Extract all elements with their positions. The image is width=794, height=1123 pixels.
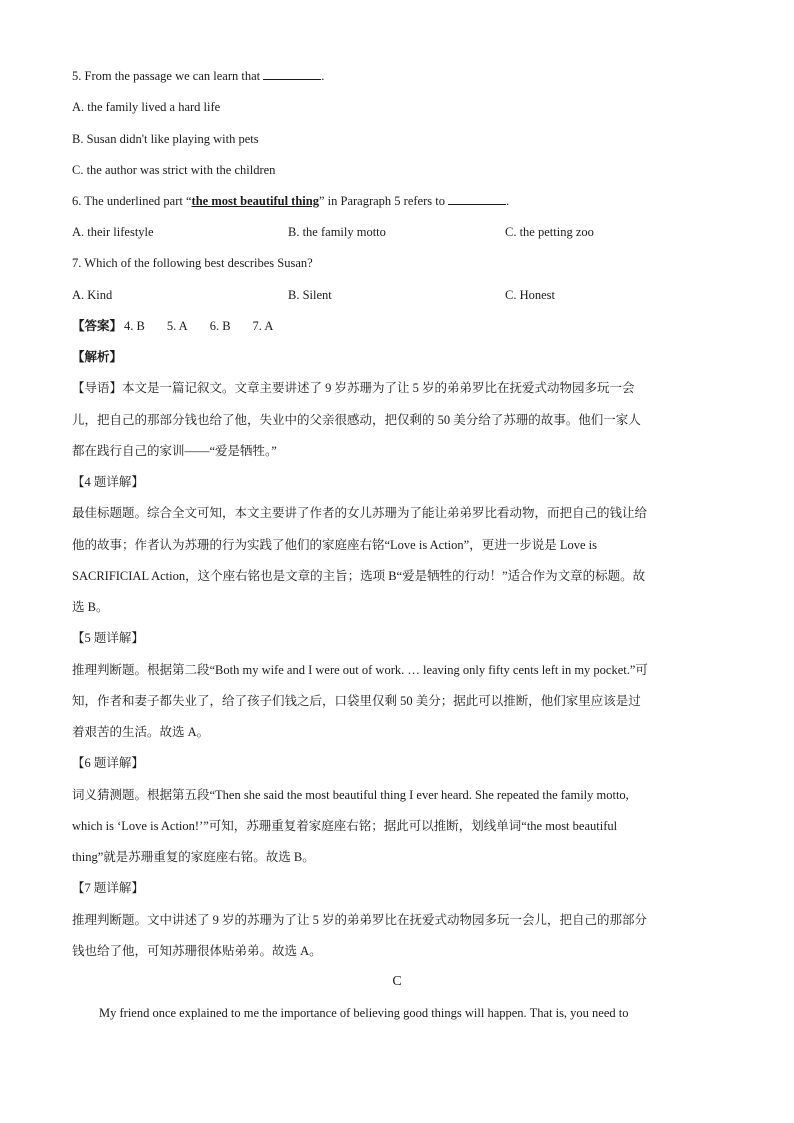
detail-6-line: thing”就是苏珊重复的家庭座右铭。故选 B。: [72, 850, 315, 864]
answer-item: 7. A: [252, 319, 274, 333]
q6-option-a: A. their lifestyle: [72, 225, 154, 239]
answer-blank: [448, 193, 506, 205]
answer-item: 4. B: [124, 319, 145, 333]
detail-7-line: 推理判断题。文中讲述了 9 岁的苏珊为了让 5 岁的弟弟罗比在抚爱式动物园多玩一会儿，把自己的那部分: [72, 913, 648, 927]
guide-line: 都在践行自己的家训——“爱是牺牲。”: [72, 444, 277, 458]
detail-4-line: 最佳标题题。综合全文可知，本文主要讲了作者的女儿苏珊为了能让弟弟罗比看动物，而把自己的钱让给: [72, 506, 648, 520]
detail-5-line: 推理判断题。根据第二段“Both my wife and I were out of work. … leaving only fifty cents left in my pocket.”可: [72, 663, 648, 677]
q5-option-c: C. the author was strict with the children: [72, 163, 276, 177]
underlined-phrase: the most beautiful thing: [191, 194, 319, 208]
q6-option-c: C. the petting zoo: [505, 225, 594, 239]
passage-first-line: My friend once explained to me the importance of believing good things will happen. That is, you need to: [99, 1006, 629, 1020]
answer-line: [72, 317, 722, 335]
detail-5-title: 【5 题详解】: [72, 631, 144, 645]
q7-option-c: C. Honest: [505, 288, 555, 302]
detail-5-line: 知，作者和妻子都失业了，给了孩子们钱之后，口袋里仅剩 50 美分；据此可以推断，他们家里应该是过: [72, 694, 641, 708]
q7-option-a: A. Kind: [72, 288, 113, 302]
q5-option-a: A. the family lived a hard life: [72, 100, 221, 114]
answer-item: 6. B: [209, 319, 231, 333]
detail-6-title: 【6 题详解】: [72, 756, 144, 770]
detail-6-line: 词义猜测题。根据第五段“Then she said the most beautiful thing I ever heard. She repeated the family motto,: [72, 788, 629, 802]
detail-4-line: 他的故事；作者认为苏珊的行为实践了他们的家庭座右铭“Love is Action”，更进一步说是 Love is: [72, 538, 597, 552]
analysis-label: 【解析】: [72, 350, 123, 364]
q6-option-b: B. the family motto: [288, 225, 386, 239]
question-7-stem: 7. Which of the following best describes Susan?: [72, 256, 313, 270]
detail-7-title: 【7 题详解】: [72, 881, 144, 895]
question-5-stem: 5. From the passage we can learn that .: [72, 69, 325, 83]
detail-4-line: 选 B。: [72, 600, 109, 614]
answer-label: 【答案】: [72, 319, 123, 333]
detail-5-line: 着艰苦的生活。故选 A。: [72, 725, 210, 739]
detail-4-title: 【4 题详解】: [72, 475, 144, 489]
answer-item: 5. A: [166, 319, 188, 333]
detail-4-line: SACRIFICIAL Action，这个座右铭也是文章的主旨；选项 B“爱是牺牲的行动！”适合作为文章的标题。故: [72, 569, 646, 583]
guide-line: 【导语】本文是一篇记叙文。文章主要讲述了 9 岁苏珊为了让 5 岁的弟弟罗比在抚爱式动物园多玩一会: [72, 381, 635, 395]
section-heading: C: [392, 974, 402, 989]
guide-line: 儿，把自己的那部分钱也给了他，失业中的父亲很感动，把仅剩的 50 美分给了苏珊的故事。他们一家人: [72, 413, 641, 427]
answer-blank: [263, 68, 321, 80]
detail-7-line: 钱也给了他，可知苏珊很体贴弟弟。故选 A。: [72, 944, 322, 958]
detail-6-line: which is ‘Love is Action!’”可知，苏珊重复着家庭座右铭；据此可以推断，划线单词“the most beautiful: [72, 819, 618, 833]
question-6-stem: 6. The underlined part “the most beautiful thing” in Paragraph 5 refers to .: [72, 194, 510, 208]
q5-option-b: B. Susan didn't like playing with pets: [72, 132, 259, 146]
q7-option-b: B. Silent: [288, 288, 332, 302]
